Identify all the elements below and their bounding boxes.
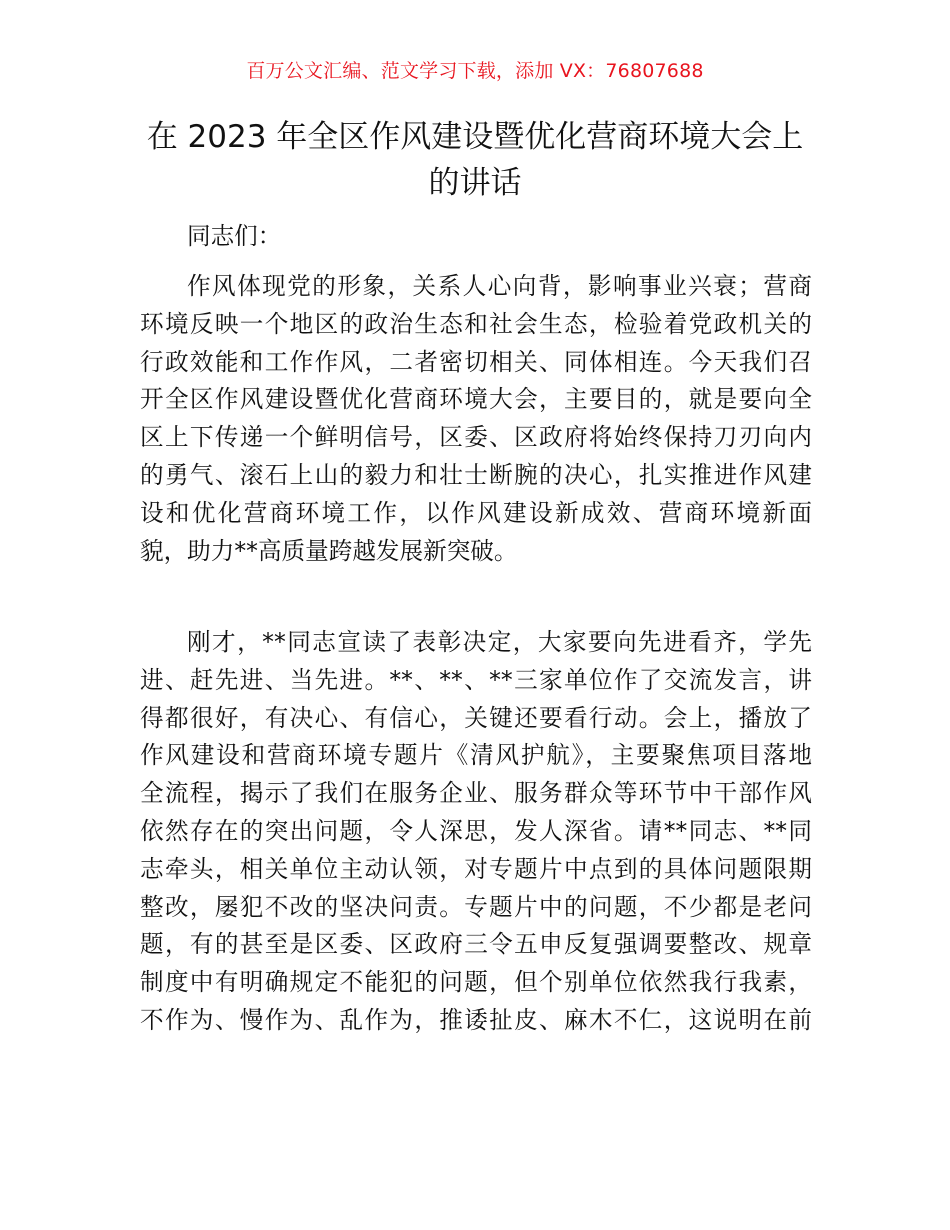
document-title xyxy=(120,114,830,206)
title-line-1: 在 2023 年全区作风建设暨优化营商环境大会上 xyxy=(146,119,804,155)
paragraph-line: 题，有的甚至是区委、区政府三令五申反复强调要整改、规章 xyxy=(140,930,812,959)
paragraph-line: 不作为、慢作为、乱作为，推诿扯皮、麻木不仁，这说明在前 xyxy=(140,1005,812,1034)
paragraph-line: 开全区作风建设暨优化营商环境大会，主要目的，就是要向全 xyxy=(140,385,812,414)
salutation-text: 同志们： xyxy=(187,222,282,250)
paragraph-line: 作风建设和营商环境专题片《清风护航》，主要聚焦项目落地 xyxy=(140,741,812,770)
paragraph-line: 进、赶先进、当先进。**、**、**三家单位作了交流发言，讲 xyxy=(140,665,812,694)
salutation xyxy=(140,218,812,256)
paragraph-line: 设和优化营商环境工作，以作风建设新成效、营商环境新面 xyxy=(140,498,812,527)
paragraph-1 xyxy=(140,268,812,570)
header-banner: 百万公文汇编、范文学习下载，添加 VX：76807688 xyxy=(246,60,704,82)
paragraph-line: 行政效能和工作作风，二者密切相关、同体相连。今天我们召 xyxy=(140,347,812,376)
paragraph-line: 环境反映一个地区的政治生态和社会生态，检验着党政机关的 xyxy=(140,309,812,338)
paragraph-line: 刚才，**同志宣读了表彰决定，大家要向先进看齐，学先 xyxy=(187,628,812,656)
title-line-2: 的讲话 xyxy=(428,165,522,201)
paragraph-line: 整改，屡犯不改的坚决问责。专题片中的问题，不少都是老问 xyxy=(140,892,812,921)
paragraph-2 xyxy=(140,624,812,1040)
paragraph-line: 作风体现党的形象，关系人心向背，影响事业兴衰；营商 xyxy=(187,272,812,300)
paragraph-line: 貌，助力**高质量跨越发展新突破。 xyxy=(140,536,518,565)
paragraph-line: 全流程，揭示了我们在服务企业、服务群众等环节中干部作风 xyxy=(140,779,812,808)
paragraph-line: 得都很好，有决心、有信心，关键还要看行动。会上，播放了 xyxy=(140,703,812,732)
paragraph-line: 区上下传递一个鲜明信号，区委、区政府将始终保持刀刃向内 xyxy=(140,423,812,452)
paragraph-line: 志牵头，相关单位主动认领，对专题片中点到的具体问题限期 xyxy=(140,854,812,883)
paragraph-line: 的勇气、滚石上山的毅力和壮士断腕的决心，扎实推进作风建 xyxy=(140,460,812,489)
paragraph-line: 依然存在的突出问题，令人深思，发人深省。请**同志、**同 xyxy=(140,816,812,845)
paragraph-line: 制度中有明确规定不能犯的问题，但个别单位依然我行我素， xyxy=(140,968,812,997)
